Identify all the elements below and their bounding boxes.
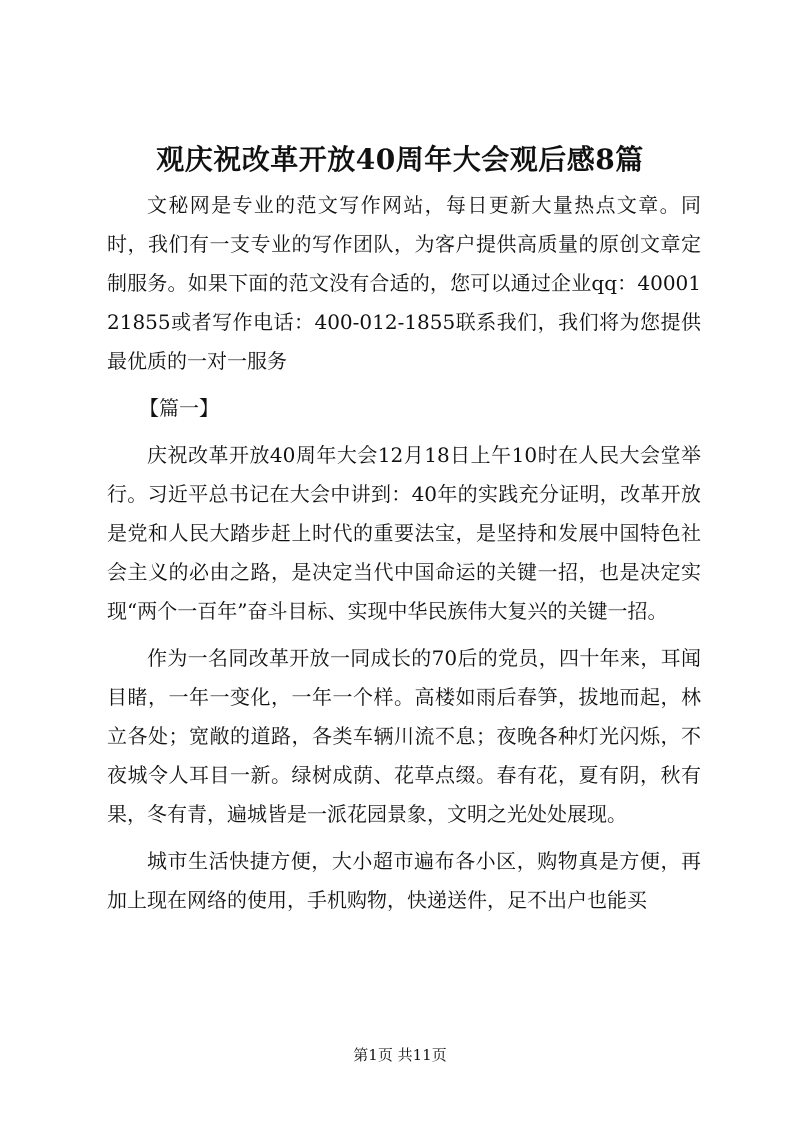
paragraph-spacer [107,381,701,389]
page-number-footer: 第1页 共11页 [353,1046,447,1064]
document-body [107,186,701,920]
document-title: 观庆祝改革开放40周年大会观后感8篇 [156,143,644,176]
intro-paragraph: 文秘网是专业的范文写作网站，每日更新大量热点文章。同时，我们有一支专业的写作团队，为客户提供高质量的原创文章定制服务。如果下面的范文没有合适的，您可以通过企业qq：4000121855或者写作电话：400-012-1855联系我们，我们将为您提供最优质的一对一服务 [107,193,701,373]
body-paragraph: 庆祝改革开放40周年大会12月18日上午10时在人民大会堂举行。习近平总书记在大会中讲到：40年的实践充分证明，改革开放是党和人民大踏步赶上时代的重要法宝，是坚持和发展中国特色社会主义的必由之路，是决定当代中国命运的关键一招，也是决定实现“两个一百年”奋斗目标、实现中华民族伟大复兴的关键一招。 [107,443,701,623]
body-paragraph: 作为一名同改革开放一同成长的70后的党员，四十年来，耳闻目睹，一年一变化，一年一个样。高楼如雨后春笋，拔地而起，林立各处；宽敞的道路，各类车辆川流不息；夜晚各种灯光闪烁，不夜城令人耳目一新。绿树成荫、花草点缀。春有花，夏有阴，秋有果，冬有青，遍城皆是一派花园景象，文明之光处处展现。 [107,646,701,826]
paragraph-spacer [107,631,701,639]
paragraph-spacer [107,428,701,436]
body-paragraph: 城市生活快捷方便，大小超市遍布各小区，购物真是方便，再加上现在网络的使用，手机购物，快递送件，足不出户也能买 [107,849,701,912]
paragraph-spacer [107,834,701,842]
section-heading: 【篇一】 [139,396,219,420]
